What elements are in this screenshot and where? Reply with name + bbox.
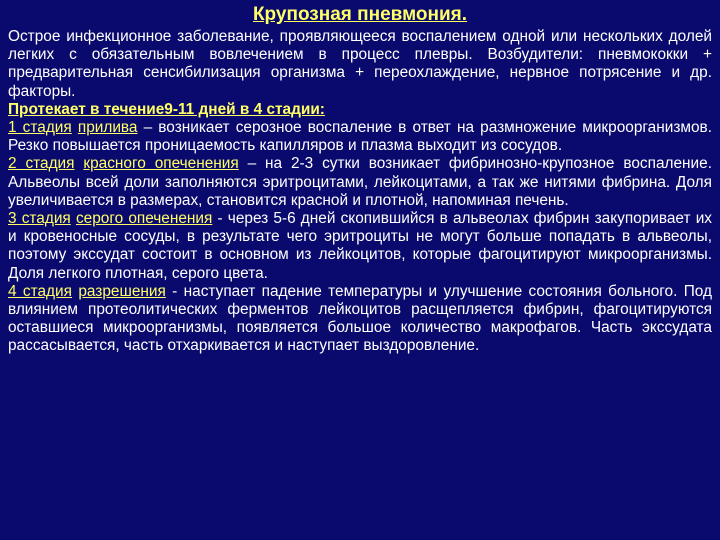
stage-1-text: – возникает серозное воспаление в ответ на размножение микроорганизмов. Резко повышается проницаемость капилляров и плазма выходит из сосудов.	[8, 119, 712, 155]
stage-4-name: разрешения	[78, 282, 166, 300]
slide-title: Крупозная пневмония.	[252, 4, 468, 25]
stage-3-name: серого опеченения	[75, 210, 213, 228]
stage-3-text: - через 5-6 дней скопившийся в альвеолах фибрин закупоривает их и кровеносные сосуды, в результате чего эритроциты не могут больше попадать в альвеолы, поэтому экссудат состоит в основном из лейкоцитов, которые фагоцитируют микроорганизмы. Доля легкого плотная, серого цвета.	[8, 210, 712, 282]
stages-heading: Протекает в течение9-11 дней в 4 стадии:	[8, 100, 325, 118]
stage-2-number: 2 стадия	[8, 155, 75, 173]
slide-body	[8, 28, 712, 356]
stage-1-number: 1 стадия	[8, 119, 72, 137]
stage-4-text: - наступает падение температуры и улучшение состояния больного. Под влиянием протеолитических ферментов лейкоцитов расщепляется фибрин, фагоцитируются оставшиеся микроорганизмы, появляется большое количество макрофагов. Часть экссудата рассасывается, часть отхаркивается и наступает выздоровление.	[8, 282, 713, 355]
stage-2-name: красного опеченения	[83, 155, 239, 173]
stage-2	[8, 155, 712, 210]
stage-4	[8, 283, 712, 356]
stage-1-name: прилива	[77, 119, 138, 137]
stage-2-text: – на 2-3 сутки возникает фибринозно-крупозное воспаление. Альвеолы всей доли заполняются эритроцитами, лейкоцитами, а так же нитями фибрина. Доля увеличивается в размерах, становится красной и плотной, напоминая печень.	[8, 155, 712, 209]
stage-3-number: 3 стадия	[8, 210, 71, 228]
stage-1	[8, 119, 712, 155]
stage-4-number: 4 стадия	[8, 282, 72, 300]
intro-paragraph: Острое инфекционное заболевание, проявляющееся воспалением одной или нескольких долей легких с обязательным вовлечением в процесс плевры. Возбудители: пневмококки + предварительная сенсибилизация организма + переохлаждение, нервное потрясение и др. факторы.	[8, 28, 712, 100]
stage-3	[8, 210, 712, 283]
